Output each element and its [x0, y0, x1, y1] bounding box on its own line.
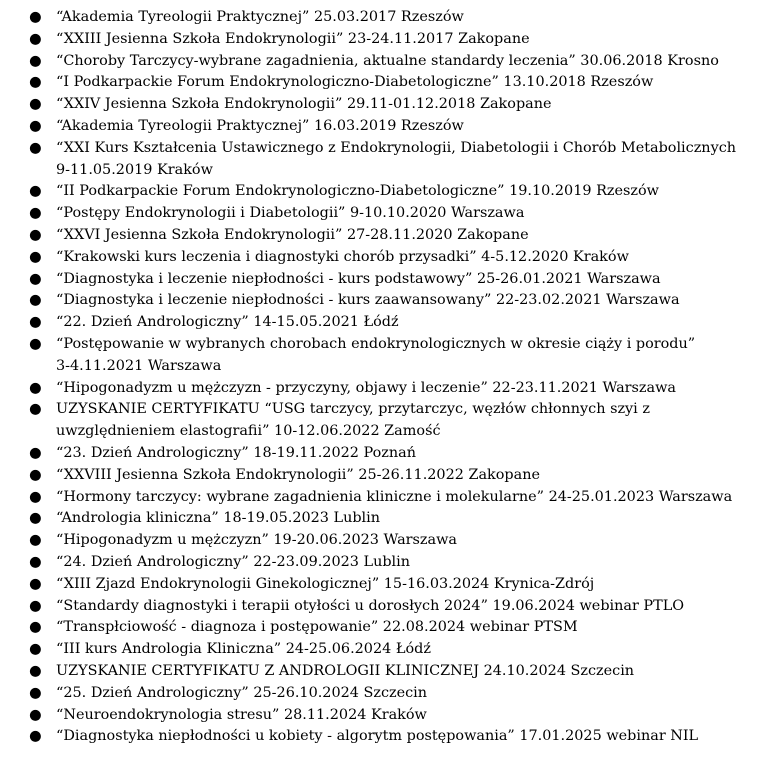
bullet-icon: ● [29, 662, 42, 679]
bullet-icon: ● [29, 728, 42, 745]
item-text: “Diagnostyka niepłodności u kobiety - algorytm postępowania” 17.01.2025 webinar NIL [56, 728, 699, 745]
list-item [0, 29, 777, 51]
list-item [0, 378, 777, 400]
list-item [0, 7, 777, 29]
list-item [0, 399, 777, 443]
list-item [0, 138, 777, 182]
bullet-icon: ● [29, 270, 42, 287]
list-item [0, 617, 777, 639]
item-text: “I Podkarpackie Forum Endokrynologiczno-Diabetologiczne” 13.10.2018 Rzeszów [56, 74, 654, 91]
item-text: “XXVIII Jesienna Szkoła Endokrynologii” 25-26.11.2022 Zakopane [56, 466, 540, 483]
item-text: “XIII Zjazd Endokrynologii Ginekologicznej” 15-16.03.2024 Krynica-Zdrój [56, 575, 595, 592]
list-item [0, 94, 777, 116]
bullet-icon: ● [29, 510, 42, 527]
bullet-icon: ● [29, 117, 42, 134]
bullet-icon: ● [29, 488, 42, 505]
list-item [0, 596, 777, 618]
bullet-icon: ● [29, 74, 42, 91]
item-text: “Krakowski kurs leczenia i diagnostyki chorób przysadki” 4-5.12.2020 Kraków [56, 248, 629, 265]
list-item [0, 726, 777, 748]
list-item [0, 334, 777, 378]
bullet-icon: ● [29, 597, 42, 614]
bullet-icon: ● [29, 401, 42, 418]
item-text: “Diagnostyka i leczenie niepłodności - kurs zaawansowany” 22-23.02.2021 Warszawa [56, 292, 680, 309]
list-item [0, 443, 777, 465]
item-text-continuation: 3-4.11.2021 Warszawa [56, 357, 222, 374]
item-text: “XXIII Jesienna Szkoła Endokrynologii” 23-24.11.2017 Zakopane [56, 30, 530, 47]
item-text: “Postępy Endokrynologii i Diabetologii” 9-10.10.2020 Warszawa [56, 205, 525, 222]
list-item [0, 487, 777, 509]
list-item [0, 116, 777, 138]
item-text-continuation: 9-11.05.2019 Kraków [56, 161, 213, 178]
bullet-icon: ● [29, 9, 42, 25]
item-text: “XXVI Jesienna Szkoła Endokrynologii” 27-28.11.2020 Zakopane [56, 226, 529, 243]
item-text-continuation: uwzględnieniem elastografii” 10-12.06.2022 Zamość [56, 423, 441, 440]
list-item [0, 465, 777, 487]
list-item [0, 181, 777, 203]
bullet-icon: ● [29, 684, 42, 701]
list-item [0, 683, 777, 705]
bullet-icon: ● [29, 205, 42, 222]
bullet-icon: ● [29, 641, 42, 658]
list-item [0, 225, 777, 247]
item-text: “Akademia Tyreologii Praktycznej” 25.03.2017 Rzeszów [56, 9, 464, 25]
list-item [0, 705, 777, 727]
item-text: “Standardy diagnostyki i terapii otyłości u dorosłych 2024” 19.06.2024 webinar PTLO [56, 597, 685, 614]
list-item [0, 72, 777, 94]
list-item [0, 247, 777, 269]
bullet-icon: ● [29, 444, 42, 461]
item-text: “XXI Kurs Kształcenia Ustawicznego z Endokrynologii, Diabetologii i Chorób Metabolicznych [56, 139, 737, 156]
bullet-icon: ● [29, 532, 42, 549]
item-text: “Choroby Tarczycy-wybrane zagadnienia, aktualne standardy leczenia” 30.06.2018 Krosno [56, 52, 719, 69]
list-item [0, 269, 777, 291]
item-text: “22. Dzień Andrologiczny” 14-15.05.2021 Łódź [56, 314, 399, 331]
item-text: “23. Dzień Andrologiczny” 18-19.11.2022 Poznań [56, 444, 416, 461]
bullet-icon: ● [29, 292, 42, 309]
list-item [0, 51, 777, 73]
bullet-icon: ● [29, 706, 42, 723]
bullet-icon: ● [29, 335, 42, 352]
bullet-icon: ● [29, 314, 42, 331]
bullet-icon: ● [29, 379, 42, 396]
item-text: “II Podkarpackie Forum Endokrynologiczno-Diabetologiczne” 19.10.2019 Rzeszów [56, 183, 659, 200]
list-item [0, 508, 777, 530]
item-text: “Hipogonadyzm u mężczyzn - przyczyny, objawy i leczenie” 22-23.11.2021 Warszawa [56, 379, 676, 396]
bullet-icon: ● [29, 139, 42, 156]
item-text: “III kurs Andrologia Kliniczna” 24-25.06.2024 Łódź [56, 641, 431, 658]
list-item [0, 290, 777, 312]
item-text: “Akademia Tyreologii Praktycznej” 16.03.2019 Rzeszów [56, 117, 464, 134]
bullet-icon: ● [29, 619, 42, 636]
bullet-icon: ● [29, 248, 42, 265]
item-text: “Hipogonadyzm u mężczyzn” 19-20.06.2023 Warszawa [56, 532, 457, 549]
list-item [0, 574, 777, 596]
item-text: “Transpłciowość - diagnoza i postępowanie” 22.08.2024 webinar PTSM [56, 619, 578, 636]
item-text: “25. Dzień Andrologiczny” 25-26.10.2024 Szczecin [56, 684, 428, 701]
list-item [0, 530, 777, 552]
item-text: “Andrologia kliniczna” 18-19.05.2023 Lublin [56, 510, 381, 527]
bullet-icon: ● [29, 553, 42, 570]
bullet-icon: ● [29, 466, 42, 483]
list-item [0, 639, 777, 661]
item-text: “Postępowanie w wybranych chorobach endokrynologicznych w okresie ciąży i porodu” [56, 335, 696, 352]
bullet-icon: ● [29, 575, 42, 592]
bullet-icon: ● [29, 226, 42, 243]
list-item [0, 312, 777, 334]
item-text: “Diagnostyka i leczenie niepłodności - kurs podstawowy” 25-26.01.2021 Warszawa [56, 270, 661, 287]
bullet-icon: ● [29, 183, 42, 200]
document-body [0, 7, 777, 748]
bullet-icon: ● [29, 52, 42, 69]
item-text: “XXIV Jesienna Szkoła Endokrynologii” 29.11-01.12.2018 Zakopane [56, 96, 552, 113]
item-text: “Hormony tarczycy: wybrane zagadnienia kliniczne i molekularne” 24-25.01.2023 Warszawa [56, 488, 733, 505]
item-text: “Neuroendokrynologia stresu” 28.11.2024 Kraków [56, 706, 427, 723]
list-item [0, 552, 777, 574]
course-list [0, 7, 777, 748]
item-text: UZYSKANIE CERTYFIKATU Z ANDROLOGII KLINICZNEJ 24.10.2024 Szczecin [56, 662, 635, 679]
list-item [0, 203, 777, 225]
list-item [0, 661, 777, 683]
item-text: “24. Dzień Andrologiczny” 22-23.09.2023 Lublin [56, 553, 411, 570]
bullet-icon: ● [29, 30, 42, 47]
bullet-icon: ● [29, 96, 42, 113]
item-text: UZYSKANIE CERTYFIKATU “USG tarczycy, przytarczyc, węzłów chłonnych szyi z [56, 401, 650, 418]
